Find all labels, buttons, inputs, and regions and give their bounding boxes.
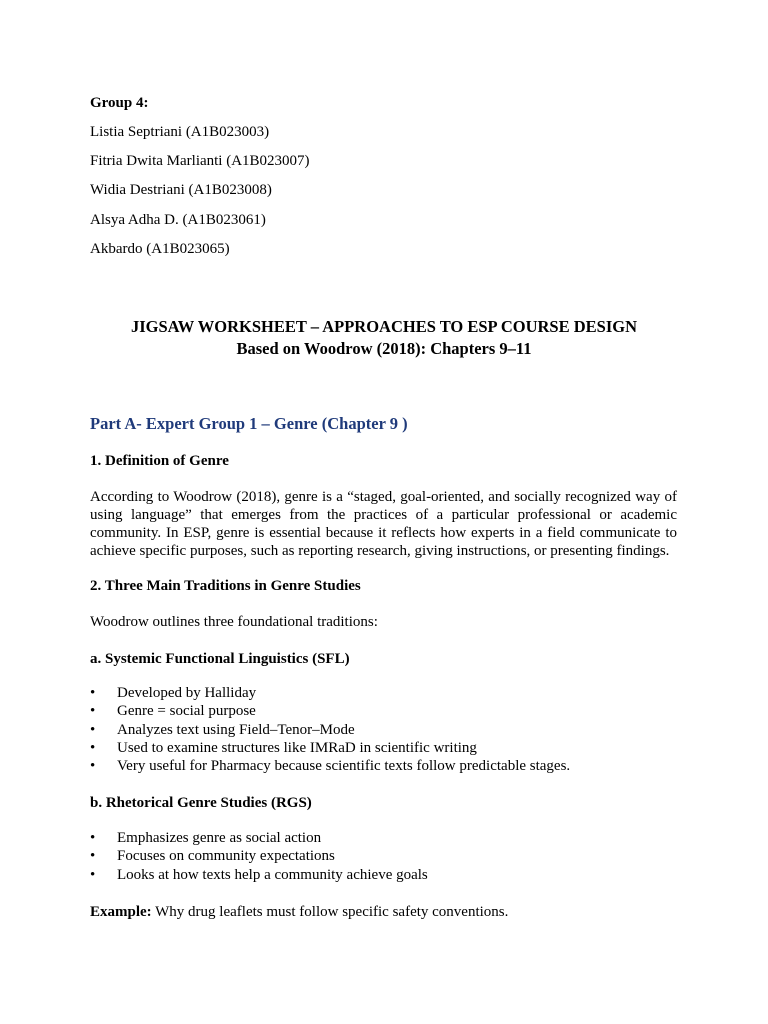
- list-item-text: Very useful for Pharmacy because scientific texts follow predictable stages.: [117, 758, 571, 775]
- part-a-heading: Part A- Expert Group 1 – Genre (Chapter 9 ): [90, 414, 408, 433]
- list-item: [90, 829, 428, 847]
- bullet-icon: •: [90, 866, 96, 883]
- list-item-text: Analyzes text using Field–Tenor–Mode: [117, 721, 355, 738]
- worksheet-subtitle: Based on Woodrow (2018): Chapters 9–11: [236, 339, 532, 358]
- list-item-text: Focuses on community expectations: [117, 848, 335, 865]
- group-member: Widia Destriani (A1B023008): [90, 182, 272, 198]
- sfl-bullet-list: [90, 684, 570, 775]
- list-item: [90, 866, 428, 884]
- bullet-icon: •: [90, 739, 96, 756]
- bullet-icon: •: [90, 685, 96, 701]
- list-item: [90, 847, 428, 865]
- rgs-heading: b. Rhetorical Genre Studies (RGS): [90, 795, 312, 811]
- list-item: [90, 702, 570, 720]
- section-1-heading: 1. Definition of Genre: [90, 453, 229, 469]
- group-member: Fitria Dwita Marlianti (A1B023007): [90, 153, 310, 169]
- definition-paragraph: According to Woodrow (2018), genre is a “staged, goal-oriented, and socially recognized way of using language” that emerges from the practices of a particular professional or academic community. In ESP, genre is essential because it reflects how experts in a field communicate to achieve specific purposes, such as reporting research, giving instructions, or presenting findings.: [90, 489, 677, 559]
- bullet-icon: •: [90, 703, 96, 720]
- example-line: [90, 903, 508, 921]
- bullet-icon: •: [90, 758, 96, 775]
- bullet-icon: •: [90, 848, 96, 865]
- worksheet-title: JIGSAW WORKSHEET – APPROACHES TO ESP COURSE DESIGN: [131, 317, 637, 336]
- traditions-intro: Woodrow outlines three foundational traditions:: [90, 614, 378, 630]
- list-item-text: Looks at how texts help a community achieve goals: [117, 866, 428, 883]
- example-label: Example:: [90, 904, 152, 920]
- bullet-icon: •: [90, 830, 96, 846]
- rgs-bullet-list: [90, 829, 428, 884]
- section-2-heading: 2. Three Main Traditions in Genre Studies: [90, 578, 361, 594]
- list-item: [90, 757, 570, 775]
- list-item-text: Used to examine structures like IMRaD in scientific writing: [117, 739, 477, 756]
- group-label: Group 4:: [90, 95, 149, 111]
- list-item-text: Emphasizes genre as social action: [117, 830, 322, 846]
- list-item: [90, 739, 570, 757]
- list-item-text: Genre = social purpose: [117, 703, 256, 720]
- group-member: Akbardo (A1B023065): [90, 241, 230, 257]
- group-member: Listia Septriani (A1B023003): [90, 124, 270, 140]
- list-item-text: Developed by Halliday: [117, 685, 257, 701]
- bullet-icon: •: [90, 721, 96, 738]
- list-item: [90, 721, 570, 739]
- group-member: Alsya Adha D. (A1B023061): [90, 212, 266, 228]
- list-item: [90, 684, 570, 702]
- example-text: Why drug leaflets must follow specific safety conventions.: [151, 904, 509, 920]
- sfl-heading: a. Systemic Functional Linguistics (SFL): [90, 651, 350, 667]
